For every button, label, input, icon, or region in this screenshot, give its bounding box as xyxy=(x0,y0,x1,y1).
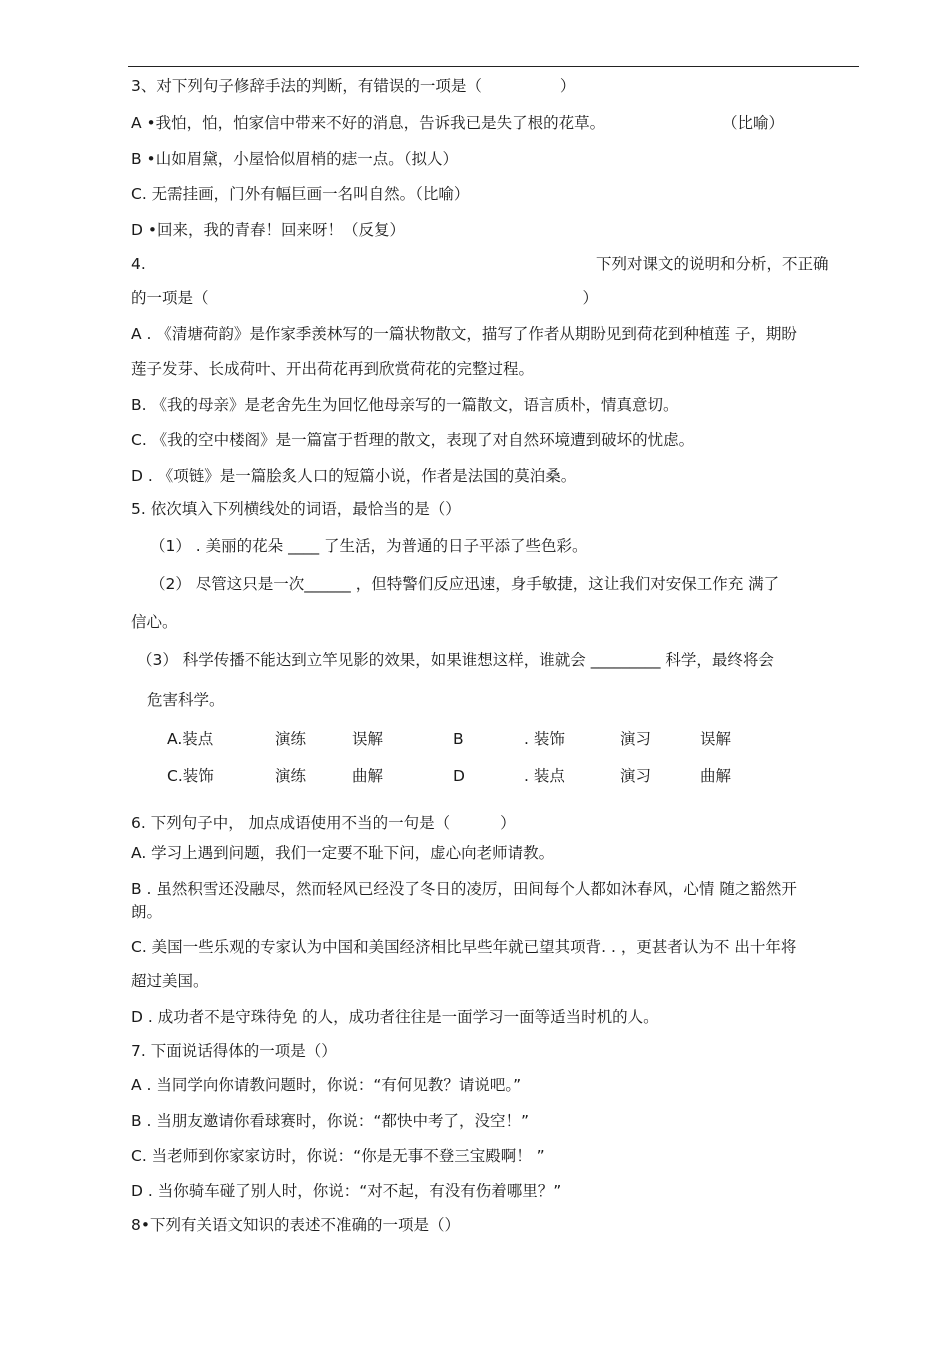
q4-stem-right: 下列对课文的说明和分析，不正确 xyxy=(596,255,829,273)
q5-option-b-word1: . 装饰 xyxy=(524,730,565,748)
q5-sentence-2-cont: 信心。 xyxy=(131,613,178,631)
q6-option-a: A. 学习上遇到问题，我们一定要不耻下问，虚心向老师请教。 xyxy=(131,844,555,862)
q7-option-c: C. 当老师到你家家访时，你说：“你是无事不登三宝殿啊！ ” xyxy=(131,1147,545,1165)
q4-stem-close: ） xyxy=(582,289,599,307)
q5-sentence-3-cont: 危害科学。 xyxy=(147,691,225,709)
q5-option-a-word1: A.装点 xyxy=(167,730,214,748)
q4-stem-cont xyxy=(131,288,598,308)
q4-option-b: B. 《我的母亲》是老舍先生为回忆他母亲写的一篇散文，语言质朴，情真意切。 xyxy=(131,396,679,414)
q6-stem-close: ） xyxy=(500,814,516,832)
q5-option-c-word2: 演练 xyxy=(275,767,307,785)
q7-option-d: D . 当你骑车碰了别人时，你说：“对不起，有没有伤着哪里？” xyxy=(131,1182,562,1200)
q4-stem-cont-text: 的一项是（ xyxy=(131,289,209,307)
q3-option-a-text: A •我怕，怕，怕家信中带来不好的消息，告诉我已是失了根的花草。 xyxy=(131,114,606,132)
q6-option-d: D . 成功者不是守珠待免 的人，成功者往往是一面学习一面等适当时机的人。 xyxy=(131,1008,659,1026)
q3-stem xyxy=(131,76,575,96)
q3-stem-close: ） xyxy=(559,77,576,95)
q5-sentence-2: （2） 尽管这只是一次______ ，但特警们反应迅速，身手敏捷，这让我们对安保工作充 满了 xyxy=(150,575,780,593)
q5-option-a-word2: 演练 xyxy=(275,730,307,748)
q4-option-a-line1: A . 《清塘荷韵》是作家季羡林写的一篇状物散文，描写了作者从期盼见到荷花到种植莲 子，期盼 xyxy=(131,325,797,343)
q5-stem: 5. 依次填入下列横线处的词语，最恰当的是（） xyxy=(131,500,461,518)
q6-stem xyxy=(131,813,516,833)
q3-option-c: C. 无需挂画，门外有幅巨画一名叫自然。（比喻） xyxy=(131,185,470,203)
q5-option-c-word1: C.装饰 xyxy=(167,767,214,785)
q4-option-c: C. 《我的空中楼阁》是一篇富于哲理的散文，表现了对自然环境遭到破坏的忧虑。 xyxy=(131,431,695,449)
q3-option-a xyxy=(131,113,605,133)
q5-sentence-1: （1） . 美丽的花朵 ____ 了生活，为普通的日子平添了些色彩。 xyxy=(150,537,588,555)
q5-option-c-word3: 曲解 xyxy=(352,767,384,785)
q4-number: 4. xyxy=(131,255,146,273)
q4-option-d: D . 《项链》是一篇脍炙人口的短篇小说，作者是法国的莫泊桑。 xyxy=(131,467,577,485)
q3-option-d: D •回来，我的青春！回来呀！（反复） xyxy=(131,221,406,239)
q6-option-c-line2: 超过美国。 xyxy=(131,972,209,990)
q6-option-c-line1: C. 美国一些乐观的专家认为中国和美国经济相比早些年就已望其项背. . ，更甚者认为不 出十年将 xyxy=(131,938,797,956)
q5-option-b-letter: B xyxy=(453,730,464,748)
q6-option-b-line1: B . 虽然积雪还没融尽，然而轻风已经没了冬日的凌厉，田间每个人都如沐春风，心情 随之豁然开 xyxy=(131,880,797,898)
q8-stem: 8•下列有关语文知识的表述不准确的一项是（） xyxy=(131,1216,461,1234)
q5-option-d-word2: 演习 xyxy=(620,767,652,785)
q7-option-b: B . 当朋友邀请你看球赛时，你说：“都快中考了，没空！” xyxy=(131,1112,529,1130)
header-rule xyxy=(128,66,859,67)
q6-stem-text: 6. 下列句子中， 加点成语使用不当的一句是（ xyxy=(131,814,451,832)
q3-stem-text: 3、对下列句子修辞手法的判断，有错误的一项是（ xyxy=(131,77,482,95)
q5-sentence-3: （3） 科学传播不能达到立竿见影的效果，如果谁想这样，谁就会 _________ 科学，最终将会 xyxy=(137,651,774,669)
q3-option-a-tag: （比喻） xyxy=(722,114,785,132)
q3-option-b: B •山如眉黛，小屋恰似眉梢的痣一点。（拟人） xyxy=(131,150,458,168)
q5-option-a-word3: 误解 xyxy=(352,730,384,748)
q5-option-b-word2: 演习 xyxy=(620,730,652,748)
q7-stem: 7. 下面说话得体的一项是（） xyxy=(131,1042,337,1060)
q5-option-d-letter: D xyxy=(453,767,465,785)
q7-option-a: A . 当同学向你请教问题时，你说：“有何见教？请说吧。” xyxy=(131,1076,522,1094)
q5-option-b-word3: 误解 xyxy=(700,730,732,748)
q4-option-a-line2: 莲子发芽、长成荷叶、开出荷花再到欣赏荷花的完整过程。 xyxy=(131,360,535,378)
q6-option-b-line2: 朗。 xyxy=(131,903,163,921)
q5-option-d-word3: 曲解 xyxy=(700,767,732,785)
q5-option-d-word1: . 装点 xyxy=(524,767,565,785)
